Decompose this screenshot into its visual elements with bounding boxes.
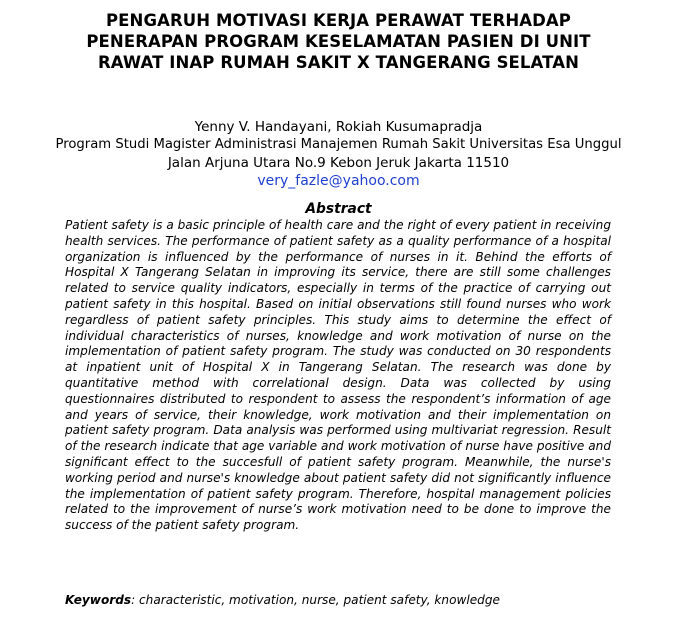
- affiliation: Program Studi Magister Administrasi Manajemen Rumah Sakit Universitas Esa Unggul: [55, 137, 622, 152]
- address: Jalan Arjuna Utara No.9 Kebon Jeruk Jakarta 11510: [167, 155, 510, 171]
- authors: Yenny V. Handayani, Rokiah Kusumapradja: [194, 119, 483, 135]
- keywords-text: : characteristic, motivation, nurse, patient safety, knowledge: [131, 593, 500, 607]
- keywords-label: Keywords: [65, 593, 132, 607]
- abstract-heading: Abstract: [305, 201, 372, 217]
- email-link[interactable]: very_fazle@yahoo.com: [257, 173, 420, 189]
- paper-title: PENGARUH MOTIVASI KERJA PERAWAT TERHADAP PENERAPAN PROGRAM KESELAMATAN PASIEN DI UNIT RAWAT INAP RUMAH SAKIT X TANGERANG SELATAN: [86, 11, 591, 72]
- abstract-body: Patient safety is a basic principle of health care and the right of every patient in receiving health services. The performance of patient safety as a quality performance of a hospital organization is influenced by the performance of nurses in it. Behind the efforts of Hospital X Tangerang Selatan in improving its service, there are still some challenges related to service quality indicators, especially in terms of the practice of carrying out patient safety in this hospital. Based on initial observations still found nurses who work regardless of patient safety principles. This study aims to determine the effect of individual characteristics of nurses, knowledge and work motivation of nurse on the implementation of patient safety program. The study was conducted on 30 respondents at inpatient unit of Hospital X in Tangerang Selatan. The research was done by quantitative method with correlational design. Data was collected by using questionnaires distributed to respondent to assess the respondent’s information of age and years of service, their knowledge, work motivation and their implementation on patient safety program. Data analysis was performed using multivariat regression. Result of the research indicate that age variable and work motivation of nurse have positive and significant effect to the succesfull of patient safety program. Meanwhile, the nurse's working period and nurse's knowledge about patient safety did not significantly influence the implementation of patient safety program. Therefore, hospital management policies related to the improvement of nurse’s work motivation need to be done to improve the success of the patient safety program.: [65, 218, 611, 533]
- keywords-line: [65, 592, 625, 608]
